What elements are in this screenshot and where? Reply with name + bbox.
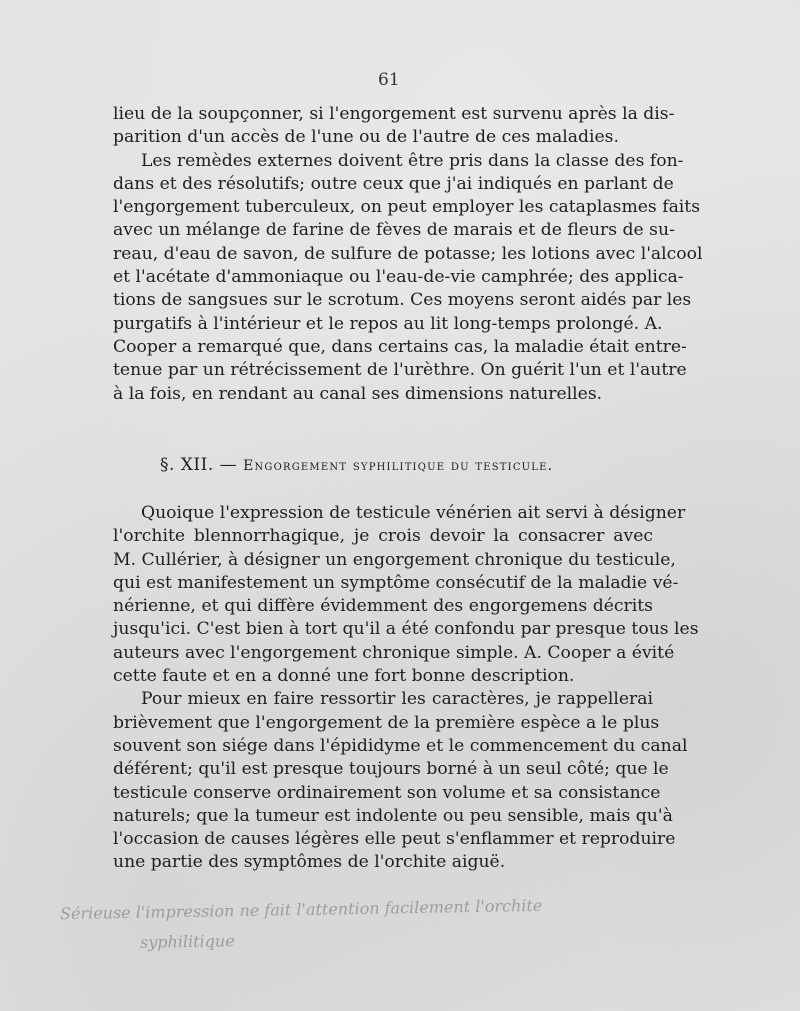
text-line: tions de sangsues sur le scrotum. Ces moyens seront aidés par les — [113, 290, 692, 311]
text-line: l'occasion de causes légères elle peut s'enflammer et reproduire — [113, 829, 676, 850]
section-heading — [160, 455, 620, 475]
text-line: cette faute et en a donné une fort bonne description. — [113, 666, 575, 687]
text-line: nérienne, et qui diffère évidemment des engorgemens décrits — [113, 596, 653, 617]
text-line: jusqu'ici. C'est bien à tort qu'il a été confondu par presque tous les — [113, 619, 699, 640]
text-line: M. Cullérier, à désigner un engorgement chronique du testicule, — [113, 549, 676, 570]
paragraph-definition — [113, 502, 699, 688]
text-line: Pour mieux en faire ressortir les caractères, je rappellerai — [141, 689, 653, 710]
handwritten-note-line: Sérieuse l'impression ne fait l'attention facilement l'orchite — [59, 895, 543, 924]
text-line: et l'acétate d'ammoniaque ou l'eau-de-vie camphrée; des applica- — [113, 267, 684, 288]
text-line: tenue par un rétrécissement de l'urèthre. On guérit l'un et l'autre — [113, 360, 687, 381]
text-line: déférent; qu'il est presque toujours borné à un seul côté; que le — [113, 759, 669, 780]
text-block-top — [113, 103, 703, 406]
text-line: reau, d'eau de savon, de sulfure de potasse; les lotions avec l'alcool — [113, 243, 703, 264]
text-line: l'engorgement tuberculeux, on peut employer les cataplasmes faits — [113, 197, 701, 218]
text-line: Quoique l'expression de testicule vénérien ait servi à désigner — [141, 503, 686, 523]
section-number: §. XII. — — [160, 455, 238, 475]
text-line: à la fois, en rendant au canal ses dimensions naturelles. — [113, 383, 603, 404]
text-line: une partie des symptômes de l'orchite aiguë. — [113, 852, 506, 873]
text-line: brièvement que l'engorgement de la première espèce a le plus — [113, 712, 660, 733]
text-line: auteurs avec l'engorgement chronique simple. A. Cooper a évité — [113, 642, 675, 663]
text-line: Cooper a remarqué que, dans certains cas, la maladie était entre- — [113, 336, 687, 357]
paragraph-characteristics — [113, 688, 688, 874]
section-title: Engorgement syphilitique du testicule. — [243, 458, 554, 474]
text-line: avec un mélange de farine de fèves de marais et de fleurs de su- — [113, 220, 675, 241]
handwritten-note-line: syphilitique — [139, 931, 235, 952]
page-number: 61 — [378, 70, 400, 90]
text-block-bottom — [113, 502, 699, 875]
text-line: testicule conserve ordinairement son volume et sa consistance — [113, 782, 661, 803]
paragraph-remedies — [113, 150, 703, 406]
text-line: parition d'un accès de l'une ou de l'autre de ces maladies. — [113, 127, 619, 148]
text-line: lieu de la soupçonner, si l'engorgement est survenu après la dis- — [113, 104, 675, 124]
text-line: naturels; que la tumeur est indolente ou peu sensible, mais qu'à — [113, 805, 673, 826]
text-line: dans et des résolutifs; outre ceux que j'ai indiqués en parlant de — [113, 173, 674, 194]
text-line: souvent son siége dans l'épididyme et le commencement du canal — [113, 735, 688, 756]
text-line: purgatifs à l'intérieur et le repos au lit long-temps prolongé. A. — [113, 313, 663, 334]
text-line: l'orchite blennorrhagique, je crois devoir la consacrer avec — [113, 526, 653, 547]
paragraph-continuation — [113, 103, 675, 150]
text-line: qui est manifestement un symptôme consécutif de la maladie vé- — [113, 572, 679, 593]
text-line: Les remèdes externes doivent être pris dans la classe des fon- — [141, 150, 684, 171]
